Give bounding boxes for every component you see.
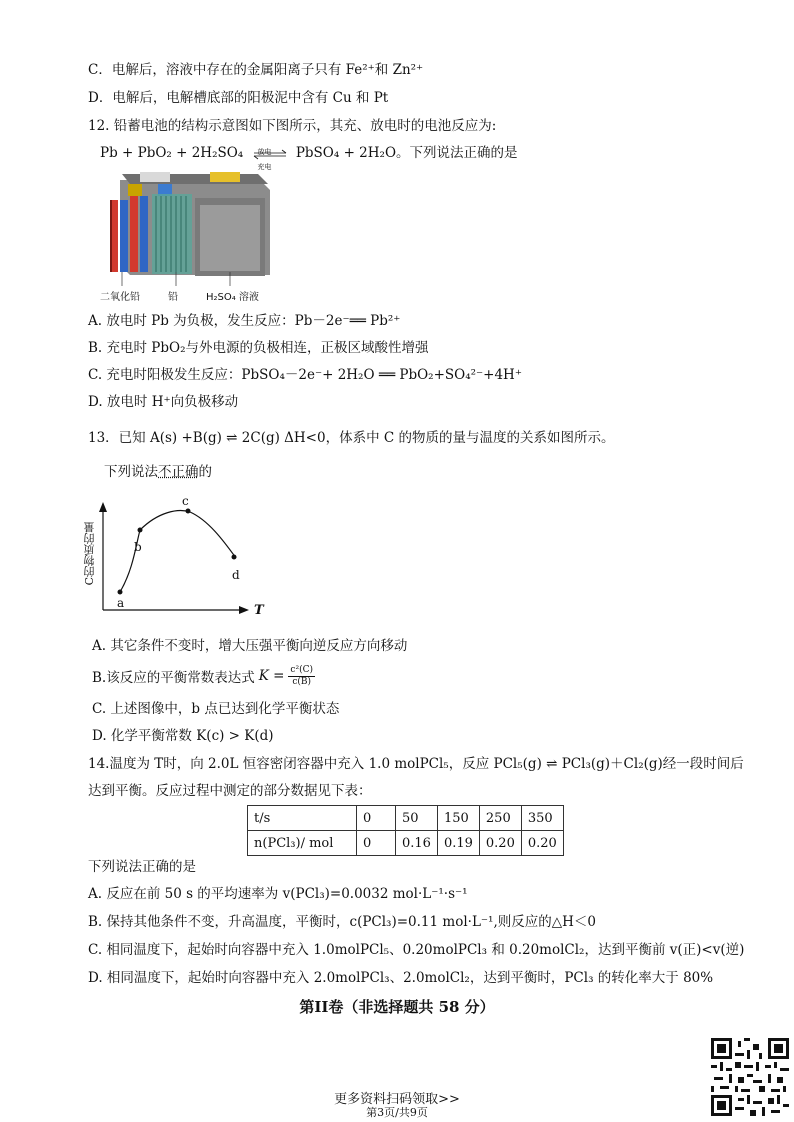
q13-stem: 13．已知 A(s) +B(g) ⇌ 2C(g) ΔH<0，体系中 C 的物质的量与温度的关系如图所示。: [88, 430, 615, 446]
q14-stem-line2: 达到平衡。反应过程中测定的部分数据见下表：: [88, 783, 372, 799]
q13-option-a: A. 其它条件不变时，增大压强平衡向逆反应方向移动: [92, 638, 408, 654]
label-lead: 铅: [168, 292, 178, 303]
table-cell: 350: [521, 806, 563, 831]
q13-substem-emphasis: 不正确: [158, 464, 199, 480]
table-row: [248, 831, 564, 856]
q13-substem: [104, 462, 212, 482]
arrow-top-label: 放电: [257, 147, 272, 156]
lead-acid-battery-figure: [100, 170, 280, 305]
q13-option-b-fraction: [288, 665, 315, 688]
q12-equation-right: PbSO₄ + 2H₂O。下列说法正确的是: [295, 145, 518, 161]
table-cell: 0.19: [437, 831, 479, 856]
section-2-title: 第II卷（非选择题共 58 分）: [299, 998, 495, 1016]
x-axis-label: T: [254, 603, 264, 618]
table-cell: 150: [437, 806, 479, 831]
q12-option-d: D. 放电时 H⁺向负极移动: [88, 394, 239, 410]
q14-option-a: A. 反应在前 50 s 的平均速率为 v(PCl₃)=0.0032 mol·L⁻¹·s⁻¹: [88, 886, 468, 902]
q13-option-b-text: B.该反应的平衡常数表达式: [92, 670, 255, 686]
q13-option-b-k: K =: [258, 668, 285, 684]
table-cell: t/s: [248, 806, 357, 831]
q13-substem-post: 的: [198, 464, 212, 480]
table-cell: 0.20: [479, 831, 521, 856]
label-sulfuric-acid: H₂SO₄ 溶液: [206, 292, 259, 303]
table-cell: 0: [357, 806, 396, 831]
point-c: [186, 509, 191, 514]
reversible-arrow: [252, 144, 288, 171]
label-point-c: c: [182, 494, 189, 508]
table-cell: 0.20: [521, 831, 563, 856]
q14-data-table: [247, 805, 564, 856]
q13-curve-svg: [78, 500, 278, 630]
table-cell: 50: [396, 806, 438, 831]
q13-option-d: D. 化学平衡常数 K(c) > K(d): [92, 728, 274, 744]
q14-substem: 下列说法正确的是: [88, 859, 196, 875]
fraction-numerator: c²(C): [290, 664, 313, 675]
q14-option-b: B. 保持其他条件不变，升高温度，平衡时，c(PCl₃)=0.11 mol·L⁻¹,则反应的△H＜0: [88, 914, 596, 930]
q12-option-c: C. 充电时阳极发生反应：PbSO₄－2e⁻+ 2H₂O ══ PbO₂+SO₄²⁻+4H⁺: [88, 367, 522, 383]
page-number: 第3页/共9页: [366, 1106, 428, 1119]
q14-option-d: D. 相同温度下，起始时向容器中充入 2.0molPCl₃、2.0molCl₂，达到平衡时，PCl₃ 的转化率大于 80%: [88, 970, 714, 986]
arrow-bottom-label: 充电: [257, 162, 272, 171]
label-point-a: a: [117, 596, 125, 610]
q12-equation-left: Pb + PbO₂ + 2H₂SO₄: [100, 145, 244, 161]
q12-option-b: B. 充电时 PbO₂与外电源的负极相连，正极区域酸性增强: [88, 340, 429, 356]
battery-diagram: [100, 170, 280, 285]
q13-substem-pre: 下列说法: [104, 464, 158, 480]
q14-option-c: C. 相同温度下，起始时向容器中充入 1.0molPCl₅、0.20molPCl₃ 和 0.20molCl₂，达到平衡前 v(正)<v(逆): [88, 942, 745, 958]
point-b: [138, 528, 143, 533]
q14-stem-line1: 14.温度为 T时，向 2.0L 恒容密闭容器中充入 1.0 molPCl₅，反应 PCl₅(g) ⇌ PCl₃(g)＋Cl₂(g)经一段时间后: [88, 756, 744, 772]
label-point-b: b: [134, 540, 142, 554]
q13-option-b: [92, 662, 315, 690]
table-row: [248, 806, 564, 831]
q11-option-c: C．电解后，溶液中存在的金属阳离子只有 Fe²⁺和 Zn²⁺: [88, 62, 424, 78]
q13-graph: [78, 494, 278, 630]
y-axis-label: C的物质的量: [83, 522, 96, 586]
table-cell: n(PCl₃)/ mol: [248, 831, 357, 856]
table-cell: 0: [357, 831, 396, 856]
label-lead-dioxide: 二氧化铅: [100, 292, 140, 303]
point-a: [118, 590, 123, 595]
fraction-denominator: c(B): [292, 676, 312, 687]
label-point-d: d: [232, 568, 240, 582]
q12-stem: 12. 铅蓄电池的结构示意图如下图所示，其充、放电时的电池反应为:: [88, 118, 497, 134]
table-cell: 0.16: [396, 831, 438, 856]
q11-option-d: D．电解后，电解槽底部的阳极泥中含有 Cu 和 Pt: [88, 90, 389, 106]
q12-option-a: A. 放电时 Pb 为负极，发生反应：Pb－2e⁻══ Pb²⁺: [88, 313, 401, 329]
q13-option-c: C. 上述图像中，b 点已达到化学平衡状态: [92, 701, 340, 717]
label-leader-lines: [100, 270, 280, 290]
footer-promo-link[interactable]: 更多资料扫码领取>>: [334, 1092, 460, 1107]
q12-equation: [100, 143, 518, 171]
point-d: [232, 555, 237, 560]
table-cell: 250: [479, 806, 521, 831]
